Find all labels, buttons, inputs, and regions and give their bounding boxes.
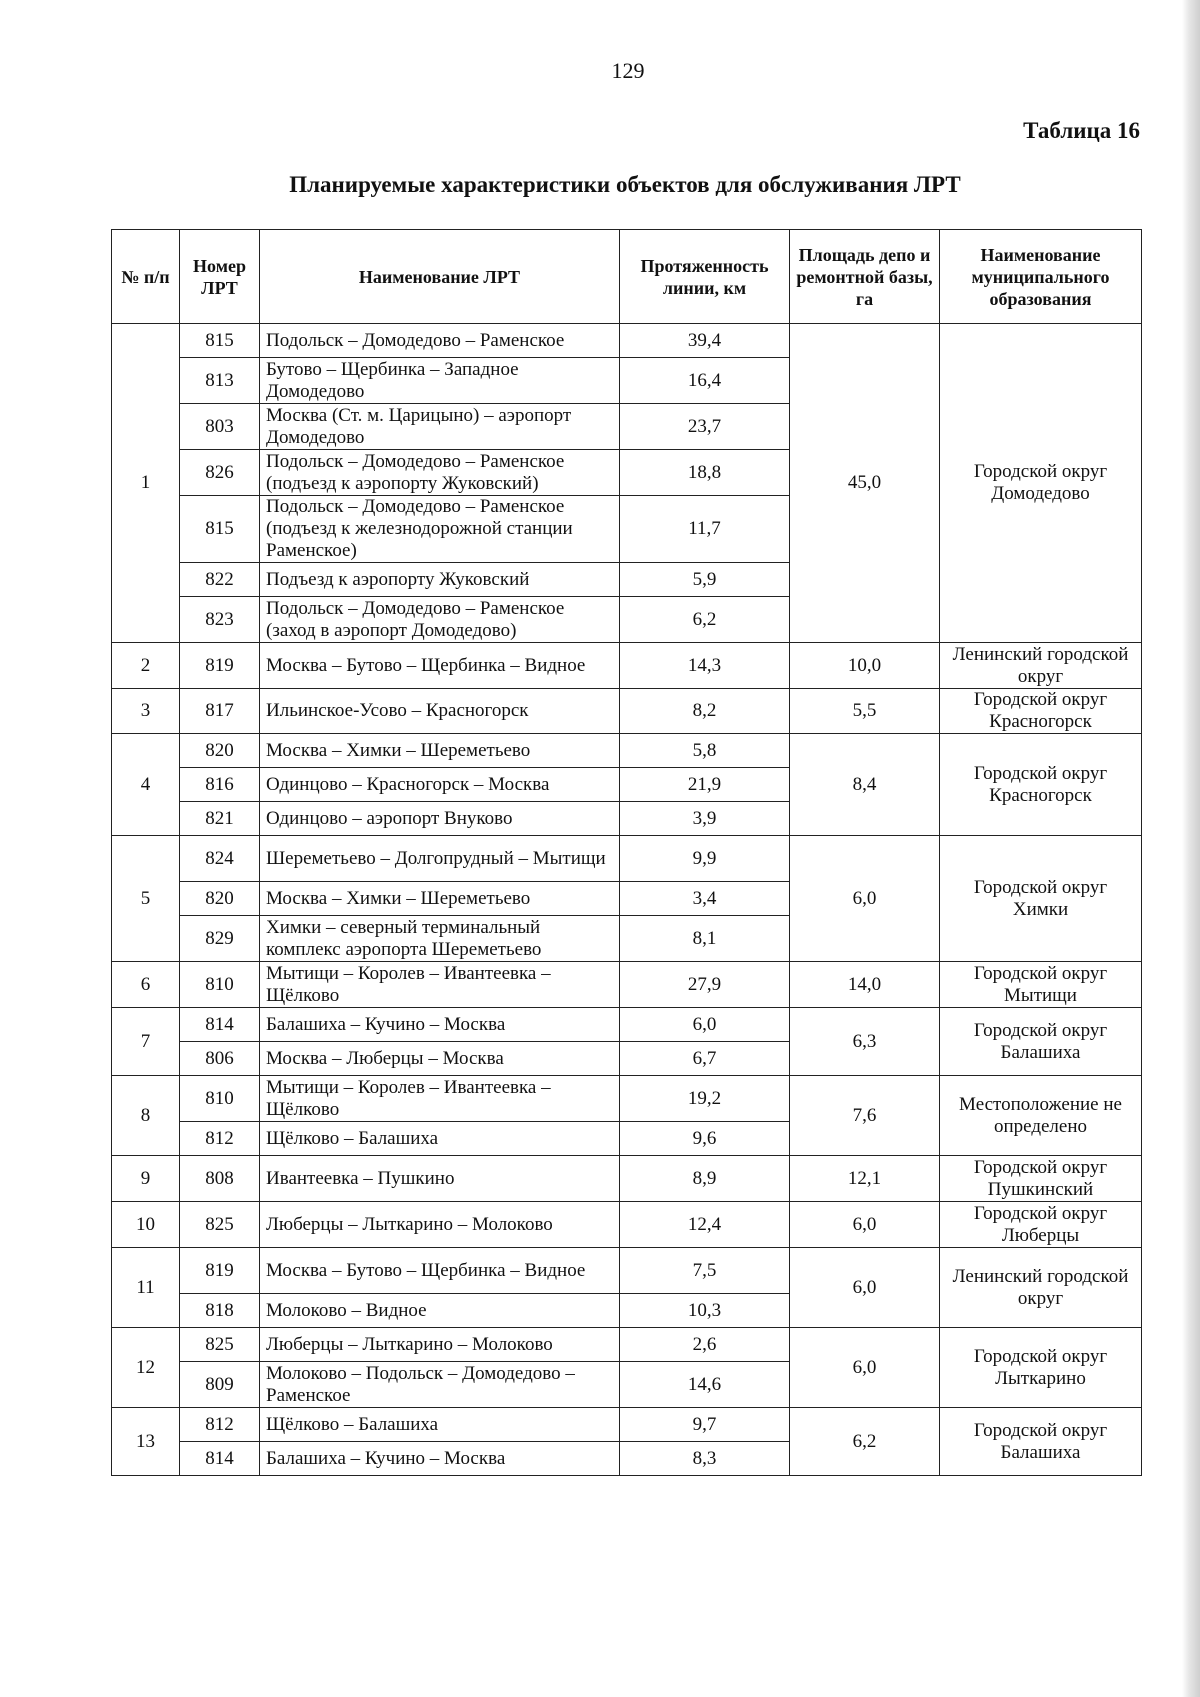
cell-lrt-name: Шереметьево – Долгопрудный – Мытищи bbox=[260, 836, 620, 882]
table-row bbox=[112, 836, 1142, 882]
cell-lrt-number: 815 bbox=[180, 324, 260, 358]
table-row bbox=[112, 1328, 1142, 1362]
table-body bbox=[112, 324, 1142, 1476]
cell-lrt-name: Ильинское-Усово – Красногорск bbox=[260, 689, 620, 734]
header-row bbox=[112, 230, 1142, 324]
cell-lrt-name: Москва – Бутово – Щербинка – Видное bbox=[260, 1248, 620, 1294]
cell-lrt-number: 822 bbox=[180, 563, 260, 597]
cell-length: 6,2 bbox=[620, 597, 790, 643]
cell-lrt-name: Мытищи – Королев – Ивантеевка – Щёлково bbox=[260, 1076, 620, 1122]
cell-municipality: Городской округ Домодедово bbox=[940, 324, 1142, 643]
table-row bbox=[112, 643, 1142, 689]
cell-lrt-name: Москва – Бутово – Щербинка – Видное bbox=[260, 643, 620, 689]
header-lrt-number: Номер ЛРТ bbox=[180, 230, 260, 324]
header-area: Площадь депо и ремонтной базы, га bbox=[790, 230, 940, 324]
cell-area: 6,0 bbox=[790, 1202, 940, 1248]
cell-area: 7,6 bbox=[790, 1076, 940, 1156]
cell-num: 11 bbox=[112, 1248, 180, 1328]
cell-lrt-number: 825 bbox=[180, 1202, 260, 1248]
cell-lrt-number: 809 bbox=[180, 1362, 260, 1408]
cell-length: 23,7 bbox=[620, 404, 790, 450]
table-row bbox=[112, 1248, 1142, 1294]
cell-lrt-number: 803 bbox=[180, 404, 260, 450]
cell-num: 10 bbox=[112, 1202, 180, 1248]
cell-length: 7,5 bbox=[620, 1248, 790, 1294]
cell-lrt-number: 808 bbox=[180, 1156, 260, 1202]
cell-area: 6,3 bbox=[790, 1008, 940, 1076]
cell-lrt-number: 824 bbox=[180, 836, 260, 882]
cell-lrt-number: 823 bbox=[180, 597, 260, 643]
cell-municipality: Городской округ Балашиха bbox=[940, 1008, 1142, 1076]
cell-area: 6,0 bbox=[790, 1328, 940, 1408]
cell-length: 3,9 bbox=[620, 802, 790, 836]
cell-length: 6,7 bbox=[620, 1042, 790, 1076]
cell-municipality: Городской округ Красногорск bbox=[940, 734, 1142, 836]
cell-area: 6,2 bbox=[790, 1408, 940, 1476]
cell-lrt-name: Москва – Химки – Шереметьево bbox=[260, 734, 620, 768]
cell-num: 6 bbox=[112, 962, 180, 1008]
cell-area: 5,5 bbox=[790, 689, 940, 734]
table-row bbox=[112, 1076, 1142, 1122]
cell-lrt-name: Люберцы – Лыткарино – Молоково bbox=[260, 1328, 620, 1362]
cell-area: 14,0 bbox=[790, 962, 940, 1008]
cell-area: 8,4 bbox=[790, 734, 940, 836]
page-number: 129 bbox=[611, 58, 645, 83]
cell-num: 13 bbox=[112, 1408, 180, 1476]
cell-municipality: Городской округ Пушкинский bbox=[940, 1156, 1142, 1202]
cell-lrt-name: Мытищи – Королев – Ивантеевка – Щёлково bbox=[260, 962, 620, 1008]
cell-length: 19,2 bbox=[620, 1076, 790, 1122]
cell-area: 10,0 bbox=[790, 643, 940, 689]
header-num: № п/п bbox=[112, 230, 180, 324]
cell-length: 8,1 bbox=[620, 916, 790, 962]
cell-length: 11,7 bbox=[620, 496, 790, 563]
cell-municipality: Городской округ Лыткарино bbox=[940, 1328, 1142, 1408]
cell-length: 21,9 bbox=[620, 768, 790, 802]
cell-lrt-name: Москва – Люберцы – Москва bbox=[260, 1042, 620, 1076]
cell-num: 1 bbox=[112, 324, 180, 643]
cell-lrt-number: 812 bbox=[180, 1408, 260, 1442]
cell-lrt-number: 812 bbox=[180, 1122, 260, 1156]
cell-lrt-number: 815 bbox=[180, 496, 260, 563]
cell-lrt-name: Бутово – Щербинка – Западное Домодедово bbox=[260, 358, 620, 404]
cell-lrt-name: Одинцово – аэропорт Внуково bbox=[260, 802, 620, 836]
cell-length: 9,6 bbox=[620, 1122, 790, 1156]
cell-municipality: Местоположение не определено bbox=[940, 1076, 1142, 1156]
table-label: Таблица 16 bbox=[1023, 118, 1140, 143]
cell-length: 3,4 bbox=[620, 882, 790, 916]
cell-lrt-number: 816 bbox=[180, 768, 260, 802]
cell-lrt-name: Подольск – Домодедово – Раменское bbox=[260, 324, 620, 358]
cell-lrt-number: 810 bbox=[180, 1076, 260, 1122]
cell-lrt-number: 825 bbox=[180, 1328, 260, 1362]
cell-lrt-name: Молоково – Видное bbox=[260, 1294, 620, 1328]
table-row bbox=[112, 689, 1142, 734]
cell-num: 5 bbox=[112, 836, 180, 962]
cell-lrt-number: 819 bbox=[180, 643, 260, 689]
header-lrt-name: Наименование ЛРТ bbox=[260, 230, 620, 324]
table-row bbox=[112, 324, 1142, 358]
cell-municipality: Городской округ Мытищи bbox=[940, 962, 1142, 1008]
cell-area: 6,0 bbox=[790, 836, 940, 962]
cell-lrt-name: Подольск – Домодедово – Раменское (подъезд к железнодорожной станции Раменское) bbox=[260, 496, 620, 563]
cell-length: 16,4 bbox=[620, 358, 790, 404]
cell-length: 5,9 bbox=[620, 563, 790, 597]
cell-length: 8,9 bbox=[620, 1156, 790, 1202]
cell-lrt-name: Москва – Химки – Шереметьево bbox=[260, 882, 620, 916]
cell-lrt-number: 817 bbox=[180, 689, 260, 734]
header-municipality: Наименование муниципального образования bbox=[940, 230, 1142, 324]
cell-lrt-number: 826 bbox=[180, 450, 260, 496]
cell-lrt-number: 820 bbox=[180, 734, 260, 768]
cell-lrt-name: Москва (Ст. м. Царицыно) – аэропорт Домодедово bbox=[260, 404, 620, 450]
cell-length: 2,6 bbox=[620, 1328, 790, 1362]
cell-lrt-number: 806 bbox=[180, 1042, 260, 1076]
cell-municipality: Городской округ Красногорск bbox=[940, 689, 1142, 734]
cell-municipality: Ленинский городской округ bbox=[940, 643, 1142, 689]
cell-lrt-number: 814 bbox=[180, 1008, 260, 1042]
cell-num: 8 bbox=[112, 1076, 180, 1156]
cell-lrt-number: 820 bbox=[180, 882, 260, 916]
cell-municipality: Городской округ Балашиха bbox=[940, 1408, 1142, 1476]
cell-lrt-name: Щёлково – Балашиха bbox=[260, 1408, 620, 1442]
cell-length: 6,0 bbox=[620, 1008, 790, 1042]
header-length: Протяженность линии, км bbox=[620, 230, 790, 324]
cell-lrt-number: 829 bbox=[180, 916, 260, 962]
cell-num: 2 bbox=[112, 643, 180, 689]
cell-lrt-name: Подольск – Домодедово – Раменское (подъезд к аэропорту Жуковский) bbox=[260, 450, 620, 496]
cell-lrt-number: 810 bbox=[180, 962, 260, 1008]
table-row bbox=[112, 1008, 1142, 1042]
cell-lrt-number: 821 bbox=[180, 802, 260, 836]
cell-lrt-name: Химки – северный терминальный комплекс аэропорта Шереметьево bbox=[260, 916, 620, 962]
cell-lrt-name: Подъезд к аэропорту Жуковский bbox=[260, 563, 620, 597]
cell-area: 45,0 bbox=[790, 324, 940, 643]
cell-length: 14,3 bbox=[620, 643, 790, 689]
table-title: Планируемые характеристики объектов для обслуживания ЛРТ bbox=[289, 172, 961, 197]
cell-length: 5,8 bbox=[620, 734, 790, 768]
cell-lrt-name: Подольск – Домодедово – Раменское (заход в аэропорт Домодедово) bbox=[260, 597, 620, 643]
cell-length: 27,9 bbox=[620, 962, 790, 1008]
cell-lrt-name: Одинцово – Красногорск – Москва bbox=[260, 768, 620, 802]
scan-edge bbox=[1182, 0, 1200, 1697]
cell-length: 18,8 bbox=[620, 450, 790, 496]
cell-num: 3 bbox=[112, 689, 180, 734]
cell-lrt-number: 818 bbox=[180, 1294, 260, 1328]
cell-municipality: Ленинский городской округ bbox=[940, 1248, 1142, 1328]
cell-length: 14,6 bbox=[620, 1362, 790, 1408]
cell-lrt-name: Люберцы – Лыткарино – Молоково bbox=[260, 1202, 620, 1248]
cell-area: 6,0 bbox=[790, 1248, 940, 1328]
table-row bbox=[112, 734, 1142, 768]
table-row bbox=[112, 1202, 1142, 1248]
cell-lrt-number: 813 bbox=[180, 358, 260, 404]
cell-length: 10,3 bbox=[620, 1294, 790, 1328]
cell-lrt-name: Балашиха – Кучино – Москва bbox=[260, 1008, 620, 1042]
cell-municipality: Городской округ Люберцы bbox=[940, 1202, 1142, 1248]
table-row bbox=[112, 962, 1142, 1008]
cell-length: 12,4 bbox=[620, 1202, 790, 1248]
cell-lrt-name: Балашиха – Кучино – Москва bbox=[260, 1442, 620, 1476]
cell-length: 9,7 bbox=[620, 1408, 790, 1442]
cell-area: 12,1 bbox=[790, 1156, 940, 1202]
cell-num: 9 bbox=[112, 1156, 180, 1202]
cell-lrt-name: Молоково – Подольск – Домодедово – Раменское bbox=[260, 1362, 620, 1408]
cell-length: 9,9 bbox=[620, 836, 790, 882]
lrt-table bbox=[111, 229, 1142, 1476]
table-row bbox=[112, 1156, 1142, 1202]
table-row bbox=[112, 1408, 1142, 1442]
cell-lrt-name: Щёлково – Балашиха bbox=[260, 1122, 620, 1156]
cell-num: 12 bbox=[112, 1328, 180, 1408]
cell-lrt-number: 819 bbox=[180, 1248, 260, 1294]
cell-lrt-name: Ивантеевка – Пушкино bbox=[260, 1156, 620, 1202]
cell-lrt-number: 814 bbox=[180, 1442, 260, 1476]
cell-num: 4 bbox=[112, 734, 180, 836]
cell-length: 8,2 bbox=[620, 689, 790, 734]
cell-length: 8,3 bbox=[620, 1442, 790, 1476]
cell-municipality: Городской округ Химки bbox=[940, 836, 1142, 962]
cell-num: 7 bbox=[112, 1008, 180, 1076]
cell-length: 39,4 bbox=[620, 324, 790, 358]
